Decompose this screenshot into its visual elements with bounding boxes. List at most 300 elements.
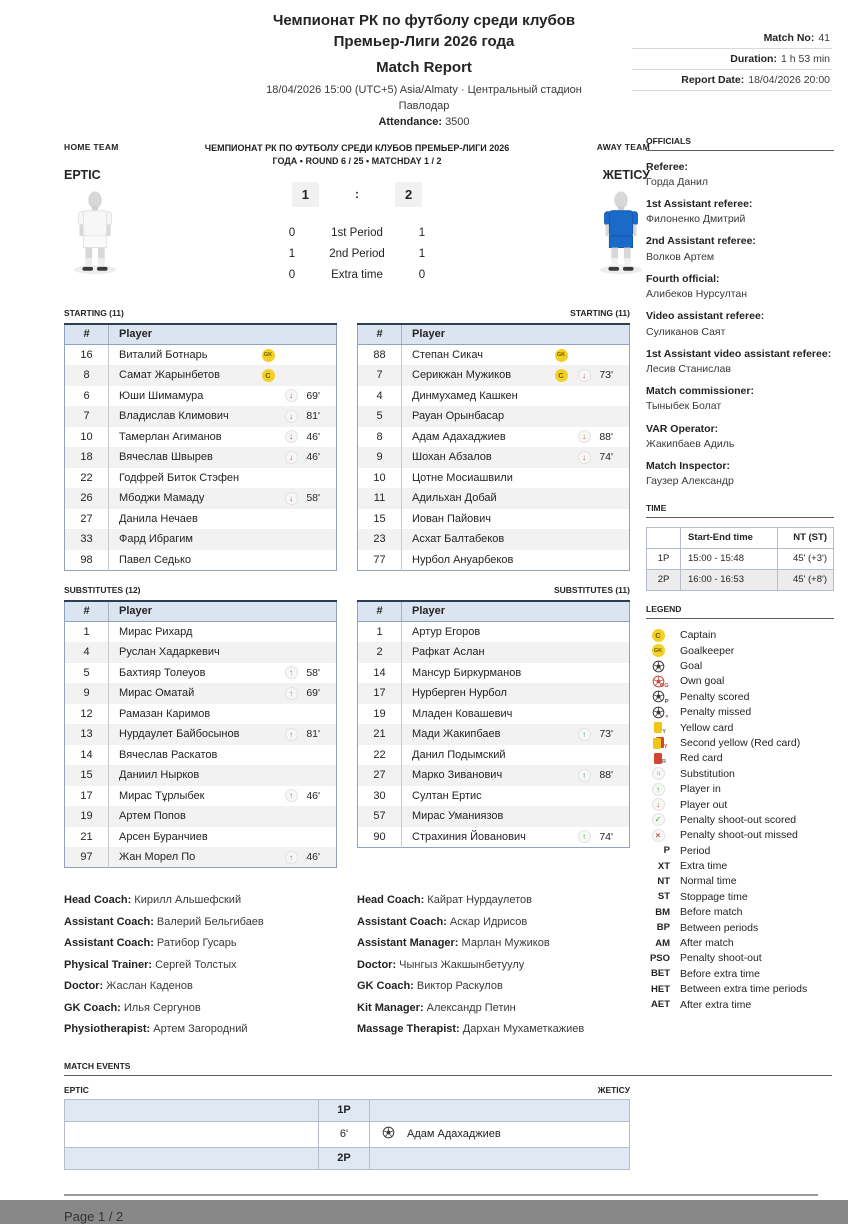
home-team-name: ЕРТІС [64, 167, 101, 182]
official-entry [646, 384, 834, 414]
player-number: 4 [65, 642, 109, 663]
player-number: 19 [358, 704, 402, 725]
player-row [358, 529, 630, 550]
substitution-minute: 73' [599, 728, 613, 741]
player-cell [109, 765, 337, 786]
player-number: 57 [358, 806, 402, 827]
player-cell [109, 386, 337, 407]
player-in-icon: ↑ [285, 687, 298, 700]
staff-name: Кирилл Альшефский [131, 894, 242, 907]
player-number: 97 [65, 847, 109, 868]
legend-item [646, 658, 834, 673]
sidebar [646, 136, 834, 1045]
player-name: Нурберген Нурбол [412, 687, 507, 700]
home-team-block [64, 136, 192, 294]
duration-row [632, 49, 832, 70]
legend-item [646, 643, 834, 658]
player-row [358, 786, 630, 807]
player-row [65, 827, 337, 848]
player-name: Рауан Орынбасар [412, 410, 505, 423]
staff-line [64, 894, 337, 906]
player-name: Шохан Абзалов [412, 451, 492, 464]
time-title: TIME [646, 503, 834, 518]
player-row [358, 704, 630, 725]
period-score-row [192, 248, 522, 260]
player-row [358, 745, 630, 766]
player-cell [109, 847, 337, 868]
player-row [65, 509, 337, 530]
staff-role-label: Head Coach: [64, 894, 132, 907]
substitution-minute: 58' [306, 492, 320, 505]
events-period-row [65, 1147, 630, 1169]
time-nt-st: 45' (+8') [778, 569, 834, 590]
legend-label: Substitution [680, 767, 735, 780]
staff-role-label: Assistant Coach: [64, 937, 154, 950]
player-number: 27 [65, 509, 109, 530]
player-row [358, 406, 630, 427]
player-row [65, 427, 337, 448]
player-cell [402, 724, 630, 745]
period-away-value: 1 [418, 247, 426, 260]
player-out-icon: ↓ [285, 410, 298, 423]
player-cell [109, 550, 337, 571]
goalkeeper-icon: GK [652, 644, 665, 657]
player-cell [402, 550, 630, 571]
datetime-stadium: 18/04/2026 15:00 (UTC+5) Asia/Almaty · Центральный стадион [266, 83, 582, 96]
legend-item [646, 766, 834, 781]
player-name: Султан Ертис [412, 789, 482, 802]
legend-item [646, 843, 834, 858]
attendance-label: Attendance: [378, 115, 442, 128]
player-number: 16 [65, 345, 109, 366]
player-number: 1 [65, 622, 109, 643]
legend-label: Second yellow (Red card) [680, 736, 801, 749]
away-substitutes-table [357, 600, 630, 848]
legend-title: LEGEND [646, 604, 834, 619]
time-col-ntst: NT (ST) [778, 527, 834, 548]
player-row [65, 724, 337, 745]
legend-code: BP [656, 922, 670, 934]
period-score-row [192, 227, 522, 239]
official-entry [646, 459, 834, 489]
player-name: Рамазан Каримов [119, 707, 211, 720]
legend-code: AET [651, 999, 670, 1011]
legend-item [646, 704, 834, 719]
staff-name: Марлан Мужиков [458, 937, 550, 950]
away-team-block [522, 136, 650, 294]
player-cell [109, 468, 337, 489]
legend-item [646, 966, 834, 981]
player-name: Асхат Балтабеков [412, 533, 505, 546]
legend-label: Captain [680, 629, 717, 642]
official-name: Волков Артем [646, 250, 715, 263]
player-out-icon: ↓ [285, 492, 298, 505]
player-cell [402, 642, 630, 663]
player-cell [109, 406, 337, 427]
legend-item [646, 828, 834, 843]
substitution-minute: 81' [306, 410, 320, 423]
legend-code: NT [657, 875, 670, 887]
staff-role-label: GK Coach: [357, 980, 414, 993]
player-in-icon: ↑ [578, 769, 591, 782]
staff-name: Артем Загородний [150, 1023, 248, 1036]
substitution-minute: 88' [599, 769, 613, 782]
legend-item [646, 812, 834, 827]
time-start-end: 16:00 - 16:53 [681, 569, 778, 590]
staff-role-label: Assistant Coach: [64, 915, 154, 928]
staff-role-label: Assistant Manager: [357, 937, 459, 950]
staff-line [357, 916, 630, 928]
player-name: Виталий Ботнарь [119, 349, 208, 362]
period-away-value: 1 [418, 226, 426, 239]
player-name: Данила Нечаев [119, 512, 198, 525]
legend-code: AM [655, 937, 670, 949]
time-period: 2P [647, 569, 681, 590]
staff-name: Виктор Раскулов [413, 980, 503, 993]
legend-item [646, 982, 834, 997]
events-period-label: 1P [319, 1099, 370, 1121]
player-row [358, 765, 630, 786]
staff-role-label: Kit Manager: [357, 1001, 424, 1014]
legend-label: Yellow card [680, 721, 734, 734]
official-role-label: Video assistant referee: [646, 310, 765, 323]
scoreboard [64, 136, 650, 294]
player-name: Артем Попов [119, 810, 186, 823]
player-cell [402, 345, 630, 366]
captain-icon: C [652, 629, 665, 642]
player-number: 19 [65, 806, 109, 827]
legend-label: Normal time [680, 875, 737, 888]
staff-name: Валерий Бельгибаев [153, 915, 264, 928]
legend-section [646, 604, 834, 1013]
player-out-icon: ↓ [285, 389, 298, 402]
legend-item [646, 751, 834, 766]
substitution-minute: 73' [599, 369, 613, 382]
player-cell [109, 622, 337, 643]
staff-role-label: Assistant Coach: [357, 915, 447, 928]
attendance-value: 3500 [445, 115, 470, 128]
player-cell [109, 663, 337, 684]
player-name: Мади Жакипбаев [412, 728, 501, 741]
legend-label: Penalty shoot-out missed [680, 829, 798, 842]
player-row [65, 683, 337, 704]
time-nt-st: 45' (+3') [778, 548, 834, 569]
player-row [65, 386, 337, 407]
player-number: 21 [65, 827, 109, 848]
own-goal-icon: OG [652, 675, 665, 688]
home-substitutes-table [64, 600, 337, 869]
player-cell [402, 663, 630, 684]
player-row [65, 529, 337, 550]
player-name: Серикжан Мужиков [412, 369, 512, 382]
legend-item [646, 674, 834, 689]
staff-name: Сергей Толстых [152, 958, 237, 971]
official-entry [646, 234, 834, 264]
home-starting-section [64, 294, 337, 571]
player-name: Мансур Биркурманов [412, 666, 522, 679]
player-in-icon: ↑ [578, 830, 591, 843]
player-row [358, 827, 630, 848]
player-row [65, 468, 337, 489]
player-number: 7 [65, 406, 109, 427]
player-name: Младен Ковашевич [412, 707, 513, 720]
official-name: Гаузер Александр [646, 475, 734, 488]
player-number: 7 [358, 365, 402, 386]
player-name: Цотне Мосиашвили [412, 471, 513, 484]
column-player: Player [402, 601, 630, 622]
player-row [358, 622, 630, 643]
captain-badge-icon: C [262, 369, 275, 382]
official-entry [646, 197, 834, 227]
player-in-icon: ↑ [285, 666, 298, 679]
player-number: 2 [358, 642, 402, 663]
legend-code: HET [651, 983, 670, 995]
competition-title-line1: Чемпионат РК по футболу среди клубов [272, 12, 576, 29]
city: Павлодар [398, 99, 450, 112]
staff-name: Аскар Идрисов [446, 915, 528, 928]
event-away-cell [370, 1121, 630, 1147]
time-period: 1P [647, 548, 681, 569]
player-row [65, 786, 337, 807]
events-period-label: 2P [319, 1147, 370, 1169]
home-starting-table [64, 323, 337, 571]
staff-role-label: Physical Trainer: [64, 958, 153, 971]
player-name: Фард Ибрагим [119, 533, 193, 546]
player-name: Мирас Тұрлыбек [119, 789, 205, 802]
events-event-row [65, 1121, 630, 1147]
match-events-title: MATCH EVENTS [64, 1061, 832, 1076]
captain-badge-icon: C [555, 369, 568, 382]
legend-label: Before match [680, 906, 743, 919]
player-cell [402, 806, 630, 827]
staff-role-label: GK Coach: [64, 1001, 121, 1014]
time-col-period [647, 527, 681, 548]
player-name: Иован Пайович [412, 512, 491, 525]
time-start-end: 15:00 - 15:48 [681, 548, 778, 569]
legend-item [646, 858, 834, 873]
player-cell [109, 365, 337, 386]
player-row [65, 406, 337, 427]
penalty-missed-icon: × [652, 706, 665, 719]
player-name: Страхиния Йованович [412, 830, 526, 843]
player-in-icon: ↑ [652, 783, 665, 796]
legend-label: Period [680, 844, 711, 857]
home-staff-list [64, 894, 337, 1045]
player-number: 30 [358, 786, 402, 807]
events-period-row [65, 1099, 630, 1121]
goal-icon [652, 660, 665, 673]
player-number: 88 [358, 345, 402, 366]
official-entry [646, 347, 834, 377]
player-number: 5 [358, 406, 402, 427]
player-number: 14 [65, 745, 109, 766]
staff-role-label: Physiotherapist: [64, 1023, 151, 1036]
legend-code: XT [657, 860, 670, 872]
officials-title: OFFICIALS [646, 136, 834, 151]
official-name: Филоненко Дмитрий [646, 213, 746, 226]
player-in-icon: ↑ [578, 728, 591, 741]
period-label: 2nd Period [329, 247, 385, 260]
column-number: # [65, 324, 109, 345]
event-player-name: Адам Адахаджиев [407, 1128, 501, 1141]
legend-label: Penalty scored [680, 690, 750, 703]
period-label: 1st Period [331, 226, 383, 239]
legend-item [646, 781, 834, 796]
legend-item [646, 628, 834, 643]
legend-code: P [663, 845, 670, 857]
player-name: Вячеслав Швырев [119, 451, 213, 464]
player-cell [402, 683, 630, 704]
player-cell [402, 386, 630, 407]
official-entry [646, 272, 834, 302]
attendance [0, 116, 848, 128]
legend-label: Between periods [680, 921, 759, 934]
player-out-icon: ↓ [578, 430, 591, 443]
player-number: 27 [358, 765, 402, 786]
staff-line [357, 894, 630, 906]
player-name: Мирас Уманиязов [412, 810, 504, 823]
player-row [65, 345, 337, 366]
player-name: Нурбол Ануарбеков [412, 553, 514, 566]
player-row [65, 663, 337, 684]
player-out-icon: ↓ [285, 430, 298, 443]
player-number: 9 [358, 447, 402, 468]
legend-list [646, 628, 834, 1013]
period-score-row [192, 269, 522, 281]
official-name: Тыныбек Болат [646, 400, 722, 413]
home-score: 1 [292, 182, 319, 207]
player-row [358, 386, 630, 407]
player-number: 17 [65, 786, 109, 807]
player-cell [109, 786, 337, 807]
second-yellow-icon: 2Y [653, 737, 664, 749]
official-role-label: Match Inspector: [646, 460, 731, 473]
player-cell [109, 447, 337, 468]
player-name: Жан Морел По [119, 851, 196, 864]
page-number: Page 1 / 2 [64, 1208, 124, 1224]
goalkeeper-badge-icon: GK [555, 349, 568, 362]
player-name: Бахтияр Толеуов [119, 666, 206, 679]
staff-role-label: Doctor: [357, 958, 397, 971]
player-cell [109, 806, 337, 827]
legend-label: Player out [680, 798, 728, 811]
player-row [358, 447, 630, 468]
substitution-minute: 74' [599, 830, 613, 843]
column-number: # [65, 601, 109, 622]
staff-line [64, 1023, 337, 1035]
official-name: Лесив Станислав [646, 363, 731, 375]
goal-icon [382, 1126, 395, 1142]
player-row [65, 765, 337, 786]
staff-line [357, 1002, 630, 1014]
official-name: Суликанов Саят [646, 325, 726, 338]
player-cell [109, 724, 337, 745]
player-number: 1 [358, 622, 402, 643]
player-name: Самат Жарынбетов [119, 369, 221, 382]
player-row [358, 468, 630, 489]
player-cell [402, 786, 630, 807]
player-cell [109, 345, 337, 366]
player-number: 77 [358, 550, 402, 571]
legend-item [646, 935, 834, 950]
match-meta [632, 28, 832, 91]
report-title: Match Report [376, 58, 472, 76]
player-name: Владислав Климович [119, 410, 229, 423]
official-role-label: VAR Operator: [646, 422, 719, 435]
time-table [646, 527, 834, 591]
time-row [647, 569, 834, 590]
player-in-icon: ↑ [285, 851, 298, 864]
away-substitutes-title: SUBSTITUTES (11) [553, 584, 630, 595]
official-name: Горда Данил [646, 175, 709, 188]
player-row [358, 642, 630, 663]
official-name: Жакипбаев Адиль [646, 437, 735, 450]
player-number: 22 [358, 745, 402, 766]
time-row [647, 548, 834, 569]
player-number: 18 [65, 447, 109, 468]
legend-code: BET [651, 968, 670, 980]
player-number: 98 [65, 550, 109, 571]
official-role-label: Referee: [646, 160, 689, 173]
player-cell [109, 827, 337, 848]
player-row [65, 642, 337, 663]
player-number: 23 [358, 529, 402, 550]
officials-section [646, 136, 834, 490]
player-cell [109, 509, 337, 530]
player-name: Арсен Буранчиев [119, 830, 208, 843]
legend-item [646, 689, 834, 704]
away-staff-list [357, 894, 630, 1045]
player-number: 12 [65, 704, 109, 725]
away-score: 2 [395, 182, 422, 207]
legend-item [646, 797, 834, 812]
player-row [358, 365, 630, 386]
score-center [192, 136, 522, 294]
legend-label: Player in [680, 783, 721, 796]
penalty-scored-icon: P [652, 690, 665, 703]
match-no-row [632, 28, 832, 49]
home-substitutes-section [64, 571, 337, 869]
staff-name: Жаслан Каденов [103, 980, 193, 993]
player-name: Динмухамед Кашкен [412, 389, 518, 402]
period-home-value: 0 [288, 226, 296, 239]
legend-item [646, 889, 834, 904]
legend-label: Penalty shoot-out [680, 952, 762, 965]
staff-role-label: Doctor: [64, 980, 104, 993]
score-row [192, 182, 522, 207]
events-home-team-label: ЕРТІС [64, 1084, 89, 1095]
legend-label: Own goal [680, 675, 725, 688]
player-cell [402, 622, 630, 643]
official-role-label: Match commissioner: [646, 385, 754, 398]
substitution-icon: ↑ ↓ [652, 767, 665, 780]
away-kit-icon [592, 190, 650, 276]
substitution-minute: 69' [306, 687, 320, 700]
player-number: 8 [358, 427, 402, 448]
away-team-label: AWAY TEAM [596, 141, 650, 152]
official-entry [646, 160, 834, 190]
event-minute: 6' [319, 1121, 370, 1147]
player-name: Руслан Хадаркевич [119, 646, 220, 659]
period-away-value: 0 [418, 268, 426, 281]
player-name: Марко Зиванович [412, 769, 503, 782]
score-separator: : [355, 187, 359, 202]
legend-item [646, 720, 834, 735]
player-out-icon: ↓ [578, 451, 591, 464]
official-role-label: 2nd Assistant referee: [646, 235, 756, 248]
staff-line [64, 937, 337, 949]
player-number: 26 [65, 488, 109, 509]
